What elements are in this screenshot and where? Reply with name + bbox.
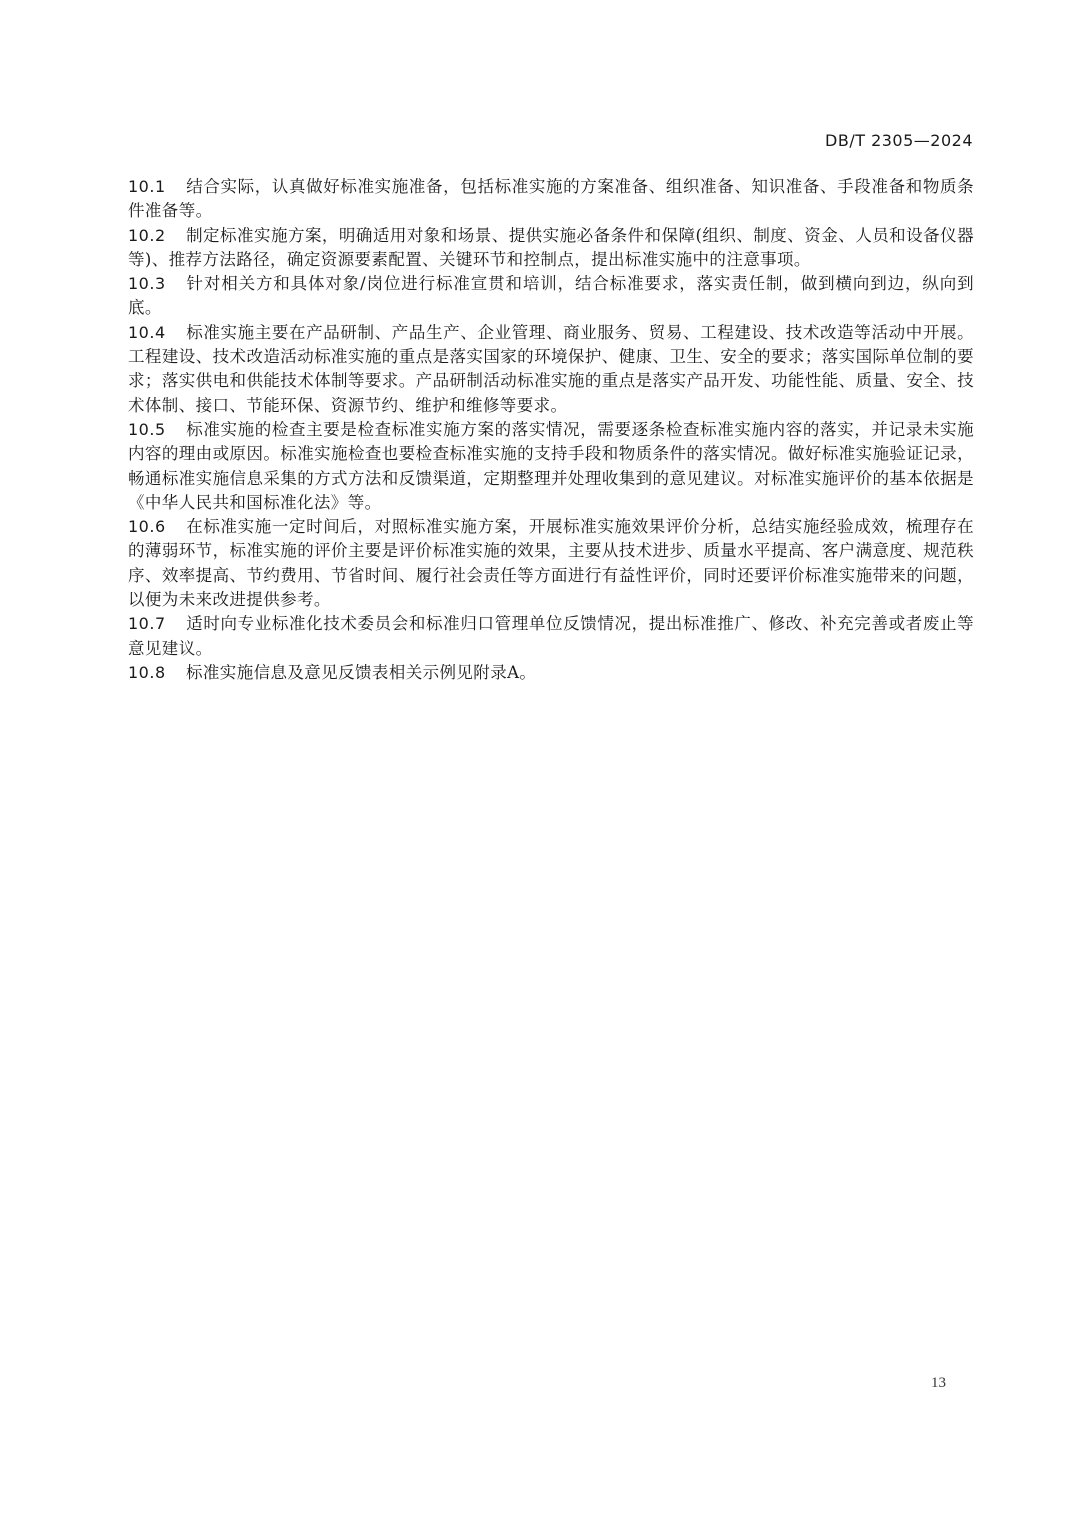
clause-10-4 [128, 321, 974, 418]
clause-number: 10.2 [128, 225, 166, 245]
clause-text: 结合实际，认真做好标准实施准备，包括标准实施的方案准备、组织准备、知识准备、手段准备和物质条件准备等。 [128, 177, 974, 221]
clause-10-8 [128, 661, 974, 685]
page-number: 13 [931, 1375, 946, 1391]
clause-10-6 [128, 515, 974, 612]
clause-10-3 [128, 272, 974, 321]
clause-number: 10.3 [128, 274, 166, 294]
clause-10-1 [128, 175, 974, 224]
clause-10-5 [128, 418, 974, 515]
clause-text: 标准实施的检查主要是检查标准实施方案的落实情况，需要逐条检查标准实施内容的落实，并记录未实施内容的理由或原因。标准实施检查也要检查标准实施的支持手段和物质条件的落实情况。做好标准实施验证记录，畅通标准实施信息采集的方式方法和反馈渠道，定期整理并处理收集到的意见建议。对标准实施评价的基本依据是《中华人民共和国标准化法》等。 [128, 419, 974, 512]
clause-number: 10.1 [128, 177, 166, 196]
clause-number: 10.8 [128, 662, 166, 682]
clause-number: 10.5 [128, 419, 166, 439]
clause-text: 针对相关方和具体对象/岗位进行标准宣贯和培训，结合标准要求，落实责任制，做到横向到边，纵向到底。 [128, 274, 974, 318]
clause-number: 10.7 [128, 614, 166, 634]
clause-text: 制定标准实施方案，明确适用对象和场景、提供实施必备条件和保障(组织、制度、资金、人员和设备仪器等)、推荐方法路径，确定资源要素配置、关键环节和控制点，提出标准实施中的注意事项。 [128, 225, 974, 269]
clause-10-7 [128, 612, 974, 661]
document-code: DB/T 2305—2024 [825, 131, 973, 150]
clause-text: 在标准实施一定时间后，对照标准实施方案，开展标准实施效果评价分析，总结实施经验成效，梳理存在的薄弱环节，标准实施的评价主要是评价标准实施的效果，主要从技术进步、质量水平提高、客户满意度、规范秩序、效率提高、节约费用、节省时间、履行社会责任等方面进行有益性评价，同时还要评价标准实施带来的问题，以便为未来改进提供参考。 [128, 517, 974, 610]
clause-text: 标准实施主要在产品研制、产品生产、企业管理、商业服务、贸易、工程建设、技术改造等活动中开展。工程建设、技术改造活动标准实施的重点是落实国家的环境保护、健康、卫生、安全的要求；落实国际单位制的要求；落实供电和供能技术体制等要求。产品研制活动标准实施的重点是落实产品开发、功能性能、质量、安全、技术体制、接口、节能环保、资源节约、维护和维修等要求。 [128, 322, 974, 415]
clause-text: 标准实施信息及意见反馈表相关示例见附录A。 [186, 662, 537, 682]
clause-10-2 [128, 224, 974, 273]
clause-text: 适时向专业标准化技术委员会和标准归口管理单位反馈情况，提出标准推广、修改、补充完善或者废止等意见建议。 [128, 614, 974, 658]
clause-list [128, 175, 974, 685]
clause-number: 10.4 [128, 322, 166, 342]
clause-number: 10.6 [128, 517, 166, 537]
